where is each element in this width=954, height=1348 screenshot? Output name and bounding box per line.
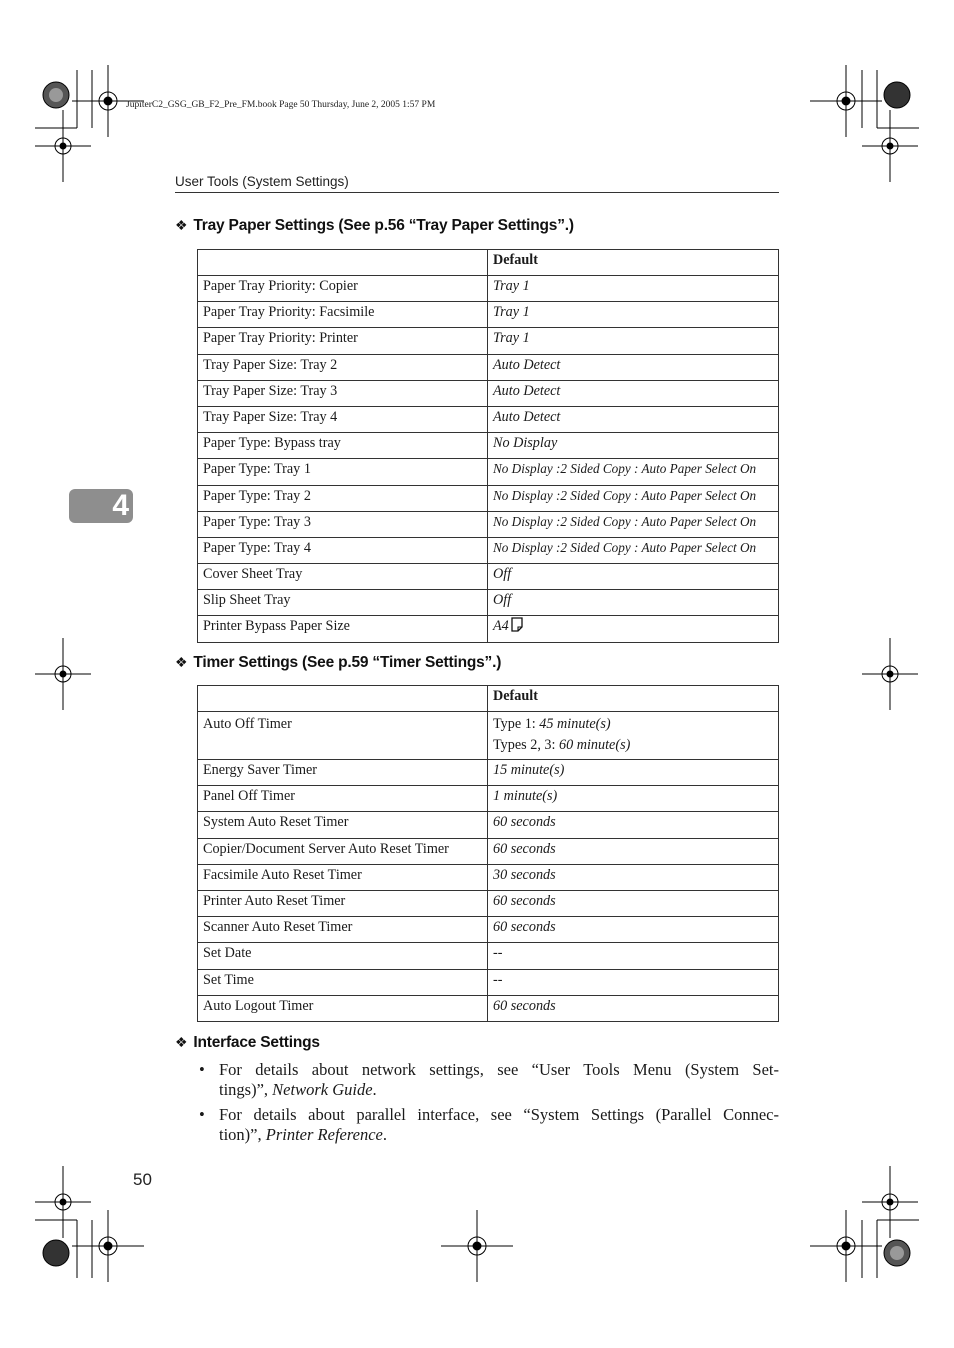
table-header-row [198, 250, 779, 276]
default-value: 60 seconds [493, 892, 556, 909]
default-cell [488, 838, 779, 864]
default-cell [488, 712, 779, 760]
default-value: 15 minute(s) [493, 762, 565, 778]
setting-cell: Copier/Document Server Auto Reset Timer [198, 838, 488, 864]
setting-cell: Printer Auto Reset Timer [198, 890, 488, 916]
bullet-line: For details about network settings, see “User Tools Menu (System Set- [219, 1060, 779, 1079]
table-row [198, 786, 779, 812]
table-row [198, 890, 779, 916]
bullet-text: tion)”, [219, 1125, 266, 1144]
default-cell [488, 433, 779, 459]
default-cell [488, 969, 779, 995]
setting-cell: Tray Paper Size: Tray 2 [198, 354, 488, 380]
bullet-line [219, 1125, 779, 1145]
default-cell [488, 760, 779, 786]
table-row [198, 459, 779, 485]
setting-cell: Paper Type: Tray 4 [198, 537, 488, 563]
default-cell [488, 485, 779, 511]
default-cell [488, 995, 779, 1021]
diamond-bullet-icon: ❖ [175, 654, 188, 670]
bullet-dot-icon: • [199, 1060, 205, 1079]
default-value: 60 seconds [493, 814, 556, 831]
setting-cell: Paper Tray Priority: Facsimile [198, 302, 488, 328]
default-value: -- [493, 971, 503, 988]
default-cell [488, 537, 779, 563]
interface-section-title: Interface Settings [193, 1034, 320, 1051]
bullet-text: . [382, 1125, 388, 1144]
table-row [198, 969, 779, 995]
setting-cell: Paper Type: Tray 1 [198, 459, 488, 485]
default-cell [488, 812, 779, 838]
table-row [198, 485, 779, 511]
setting-cell: Tray Paper Size: Tray 3 [198, 380, 488, 406]
setting-cell: Cover Sheet Tray [198, 564, 488, 590]
print-info-line: JupiterC2_GSG_GB_F2_Pre_FM.book Page 50 Thursday, June 2, 2005 1:57 PM [126, 100, 436, 110]
default-value: 60 seconds [493, 919, 556, 936]
type23-value: 60 minute(s) [559, 737, 631, 753]
table-row [198, 995, 779, 1021]
table-row [198, 917, 779, 943]
table-row [198, 276, 779, 302]
tray-settings-table [197, 249, 779, 643]
default-cell [488, 276, 779, 302]
setting-cell: Paper Type: Bypass tray [198, 433, 488, 459]
table-row [198, 564, 779, 590]
default-cell [488, 943, 779, 969]
default-value: Tray 1 [493, 330, 530, 347]
table-row [198, 943, 779, 969]
default-value: Auto Detect [493, 382, 561, 399]
default-cell [488, 459, 779, 485]
interface-section-heading [175, 1034, 320, 1052]
table-row [198, 590, 779, 616]
default-cell [488, 890, 779, 916]
setting-cell: Paper Tray Priority: Printer [198, 328, 488, 354]
diamond-bullet-icon: ❖ [175, 1034, 188, 1050]
table-row [198, 511, 779, 537]
default-value: 1 minute(s) [493, 788, 558, 805]
default-cell [488, 406, 779, 432]
table-row [198, 302, 779, 328]
default-value: Auto Detect [493, 356, 561, 373]
setting-cell: Facsimile Auto Reset Timer [198, 864, 488, 890]
setting-cell: System Auto Reset Timer [198, 812, 488, 838]
setting-cell: Scanner Auto Reset Timer [198, 917, 488, 943]
default-cell [488, 302, 779, 328]
running-head-text: User Tools (System Settings) [175, 174, 349, 189]
default-value: Tray 1 [493, 278, 530, 294]
default-cell [488, 380, 779, 406]
type1-value: 45 minute(s) [539, 716, 611, 732]
bullet-item-parallel [199, 1105, 779, 1145]
setting-cell: Energy Saver Timer [198, 760, 488, 786]
setting-cell: Paper Type: Tray 3 [198, 511, 488, 537]
setting-cell: Printer Bypass Paper Size [198, 616, 488, 642]
header-blank-cell [198, 686, 488, 712]
manual-reference: Printer Reference [265, 1125, 383, 1144]
setting-cell: Slip Sheet Tray [198, 590, 488, 616]
table-row [198, 406, 779, 432]
bullet-text: . [372, 1080, 377, 1099]
timer-settings-table [197, 685, 779, 1022]
header-default-cell: Default [488, 686, 779, 712]
table-row [198, 537, 779, 563]
setting-cell: Auto Off Timer [198, 712, 488, 760]
table-row [198, 354, 779, 380]
bullet-line [219, 1080, 779, 1100]
bullet-text: tings)”, [219, 1080, 273, 1099]
type23-label: Types 2, 3: [493, 737, 559, 753]
default-value: 30 seconds [493, 866, 556, 883]
setting-cell: Panel Off Timer [198, 786, 488, 812]
type1-label: Type 1: [493, 716, 540, 732]
default-cell [488, 354, 779, 380]
tray-section-title: Tray Paper Settings (See p.56 “Tray Paper Settings”.) [193, 217, 574, 234]
table-row [198, 433, 779, 459]
default-value: Off [493, 566, 512, 583]
default-value: No Display :2 Sided Copy : Auto Paper Select On [493, 513, 757, 529]
tray-section-heading [175, 217, 574, 235]
page-number: 50 [133, 1170, 152, 1189]
table-row [198, 812, 779, 838]
running-head [175, 174, 779, 193]
bullet-item-network [199, 1060, 779, 1100]
default-value: Tray 1 [493, 304, 530, 321]
bullet-line: For details about parallel interface, see “System Settings (Parallel Connec- [219, 1105, 779, 1124]
table-row [198, 616, 779, 642]
setting-cell: Auto Logout Timer [198, 995, 488, 1021]
default-value: Off [493, 592, 512, 609]
header-default-cell: Default [488, 250, 779, 276]
chapter-tab: 4 [69, 489, 133, 523]
setting-cell: Set Date [198, 943, 488, 969]
portrait-paper-icon [511, 617, 523, 632]
table-header-row [198, 686, 779, 712]
default-value: No Display :2 Sided Copy : Auto Paper Select On [493, 487, 757, 503]
default-value: No Display [493, 435, 558, 452]
table-row [198, 328, 779, 354]
bullet-dot-icon: • [199, 1105, 205, 1124]
default-value: No Display :2 Sided Copy : Auto Paper Select On [493, 539, 757, 555]
manual-reference: Network Guide [272, 1080, 373, 1099]
default-value: 60 seconds [493, 997, 556, 1014]
default-cell [488, 564, 779, 590]
default-cell [488, 511, 779, 537]
table-row [198, 864, 779, 890]
timer-section-title: Timer Settings (See p.59 “Timer Settings”.) [193, 654, 502, 671]
default-value: A4 [493, 618, 509, 635]
setting-cell: Tray Paper Size: Tray 4 [198, 406, 488, 432]
default-cell [488, 616, 779, 642]
diamond-bullet-icon: ❖ [175, 217, 188, 233]
timer-section-heading [175, 654, 501, 672]
table-row [198, 712, 779, 760]
default-value: No Display :2 Sided Copy : Auto Paper Select On [493, 461, 757, 477]
default-cell [488, 786, 779, 812]
table-row [198, 838, 779, 864]
default-value: Auto Detect [493, 408, 561, 425]
default-value: -- [493, 945, 503, 962]
setting-cell: Paper Type: Tray 2 [198, 485, 488, 511]
default-cell [488, 590, 779, 616]
setting-cell: Paper Tray Priority: Copier [198, 276, 488, 302]
default-value: 60 seconds [493, 840, 556, 857]
header-blank-cell [198, 250, 488, 276]
table-row [198, 760, 779, 786]
setting-cell: Set Time [198, 969, 488, 995]
default-cell [488, 328, 779, 354]
default-cell [488, 917, 779, 943]
default-cell [488, 864, 779, 890]
table-row [198, 380, 779, 406]
